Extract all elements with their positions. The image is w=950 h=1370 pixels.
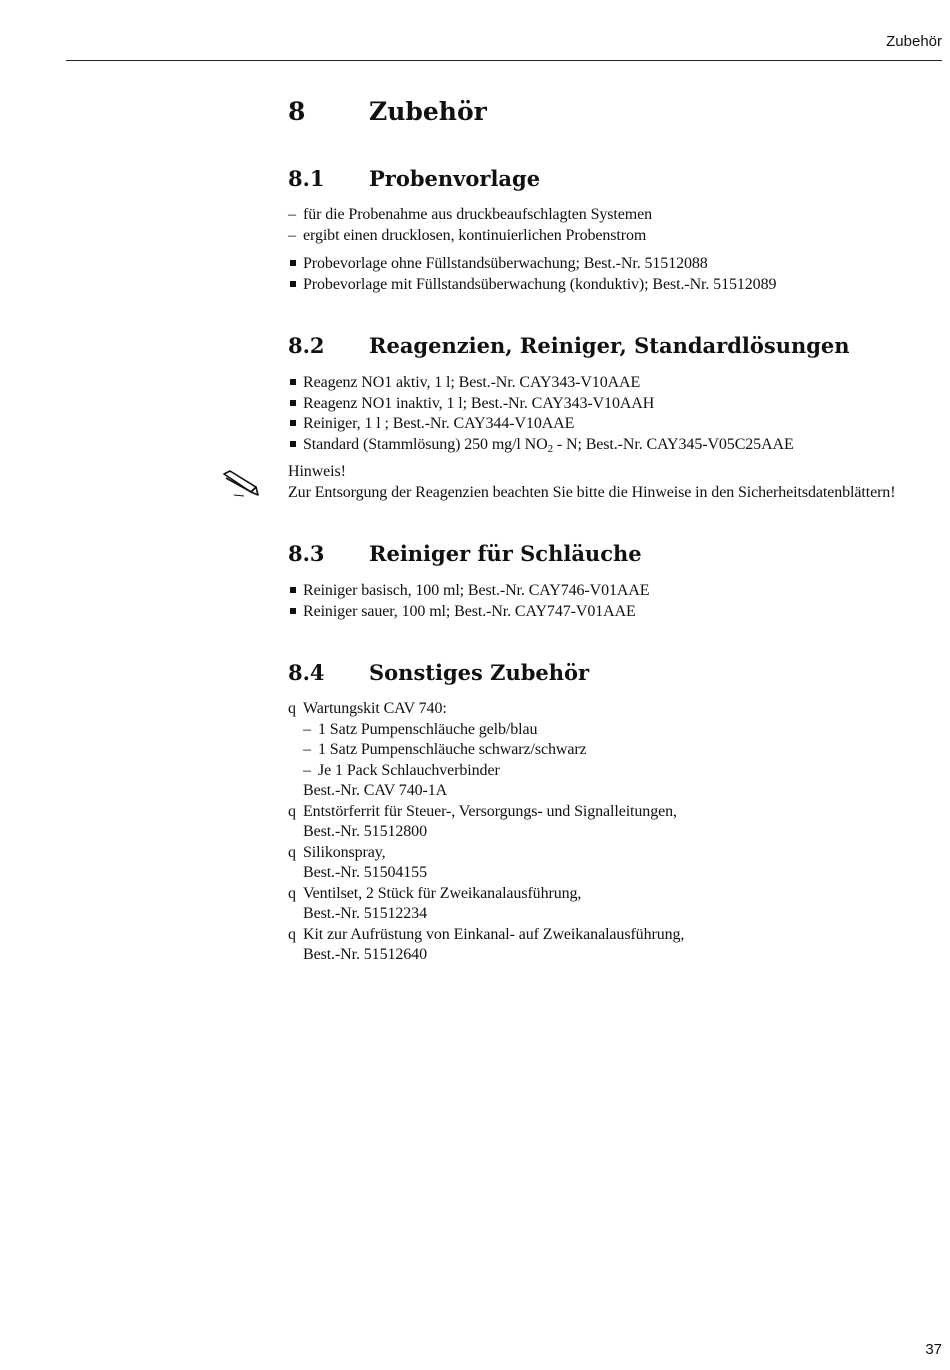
list-item-text: Wartungskit CAV 740:: [303, 700, 447, 717]
dash-marker: –: [288, 206, 296, 223]
list-item-text: Reagenz NO1 inaktiv, 1 l; Best.-Nr. CAY343-V10AAH: [303, 394, 655, 412]
section-number: 8.1: [288, 166, 325, 191]
note-text: Zur Entsorgung der Reagenzien beachten Sie bitte die Hinweise in den Sicherheitsdatenblättern!: [288, 483, 896, 501]
section-title: Sonstiges Zubehör: [369, 660, 590, 685]
bullet-square-icon: [290, 379, 296, 385]
list-item-text: Silikonspray,: [303, 843, 386, 861]
sub-list-item: [288, 761, 948, 782]
list-item-text: Entstörferrit für Steuer-, Versorgungs- und Signalleitungen,: [303, 802, 677, 820]
list-item: [288, 925, 948, 946]
section-title: Probenvorlage: [369, 166, 541, 191]
list-marker: q: [288, 700, 296, 717]
list-item-text: ergibt einen drucklosen, kontinuierlichen Probenstrom: [303, 226, 647, 244]
list-item: [288, 275, 948, 296]
list-item: [288, 581, 948, 602]
section-title: Reiniger für Schläuche: [369, 541, 642, 566]
list-item-text: für die Probenahme aus druckbeaufschlagten Systemen: [303, 206, 653, 223]
list-item-text: Kit zur Aufrüstung von Einkanal- auf Zweikanalausführung,: [303, 925, 685, 943]
section-8-2-body: [288, 373, 948, 503]
header-divider: [66, 60, 942, 61]
bullet-square-icon: [290, 420, 296, 426]
dash-marker: –: [303, 741, 311, 758]
bullet-square-icon: [290, 608, 296, 614]
list-item-text: Probevorlage ohne Füllstandsüberwachung; Best.-Nr. 51512088: [303, 255, 708, 272]
order-number: Best.-Nr. 51504155: [303, 864, 427, 881]
order-number: Best.-Nr. 51512234: [303, 905, 427, 922]
bullet-square-icon: [290, 281, 296, 287]
list-item: [288, 843, 948, 864]
list-item-text: Probevorlage mit Füllstandsüberwachung (konduktiv); Best.-Nr. 51512089: [303, 275, 777, 293]
bullet-square-icon: [290, 260, 296, 266]
list-item: [288, 414, 948, 435]
list-marker: q: [288, 843, 296, 861]
list-item: [288, 394, 948, 415]
list-marker: q: [288, 884, 296, 902]
list-item-text: Reiniger, 1 l ; Best.-Nr. CAY344-V10AAE: [303, 415, 575, 432]
dash-marker: –: [288, 226, 296, 244]
sub-list-item: [288, 720, 948, 741]
list-marker: q: [288, 925, 296, 943]
chapter-number: 8: [288, 97, 306, 126]
section-number: 8.2: [288, 333, 325, 358]
section-8-1-body: [288, 205, 948, 295]
list-item: [288, 226, 948, 247]
section-heading-8-1: [288, 162, 948, 196]
order-number: Best.-Nr. CAV 740-1A: [303, 782, 448, 799]
bullet-square-icon: [290, 400, 296, 406]
list-item: [288, 254, 948, 275]
list-item-text: Reiniger basisch, 100 ml; Best.-Nr. CAY746-V01AAE: [303, 582, 650, 599]
pencil-note-icon: [220, 469, 260, 499]
running-header: Zubehör: [886, 33, 942, 50]
list-marker: q: [288, 802, 296, 820]
chapter-title: Zubehör: [369, 97, 487, 126]
list-item-text: Reagenz NO1 aktiv, 1 l; Best.-Nr. CAY343-V10AAE: [303, 374, 641, 391]
dash-marker: –: [303, 720, 311, 738]
section-8-4-body: [288, 699, 948, 966]
section-number: 8.3: [288, 541, 325, 566]
dash-marker: –: [303, 761, 311, 779]
page-number: 37: [925, 1341, 942, 1358]
standard-text-after: - N; Best.-Nr. CAY345-V05C25AAE: [553, 435, 794, 453]
bullet-square-icon: [290, 441, 296, 447]
list-item: [288, 602, 948, 623]
list-item: [288, 884, 948, 905]
sub-list-item: [288, 740, 948, 761]
chapter-heading: [288, 90, 948, 134]
list-item: [288, 699, 948, 720]
standard-text-before: Standard (Stammlösung) 250 mg/l NO: [303, 435, 548, 453]
sub-list-item-text: 1 Satz Pumpenschläuche schwarz/schwarz: [318, 741, 587, 758]
list-item: [288, 435, 948, 456]
list-item: [288, 373, 948, 394]
sub-list-item-text: 1 Satz Pumpenschläuche gelb/blau: [318, 720, 538, 738]
list-item: [288, 802, 948, 823]
section-heading-8-2: [288, 329, 948, 363]
list-item-text: Reiniger sauer, 100 ml; Best.-Nr. CAY747-V01AAE: [303, 602, 636, 620]
order-number: Best.-Nr. 51512800: [303, 823, 427, 840]
bullet-square-icon: [290, 587, 296, 593]
section-title: Reagenzien, Reiniger, Standardlösungen: [369, 333, 850, 358]
list-item: [288, 205, 948, 226]
note-title: Hinweis!: [288, 463, 346, 480]
sub-list-item-text: Je 1 Pack Schlauchverbinder: [318, 761, 500, 779]
subscript: 2: [547, 442, 553, 455]
page-content: [288, 90, 948, 966]
list-item-text: Ventilset, 2 Stück für Zweikanalausführung,: [303, 884, 582, 902]
order-number: Best.-Nr. 51512640: [303, 946, 427, 963]
section-8-3-body: [288, 581, 948, 622]
section-heading-8-4: [288, 656, 948, 690]
section-heading-8-3: [288, 537, 948, 571]
section-number: 8.4: [288, 660, 325, 685]
